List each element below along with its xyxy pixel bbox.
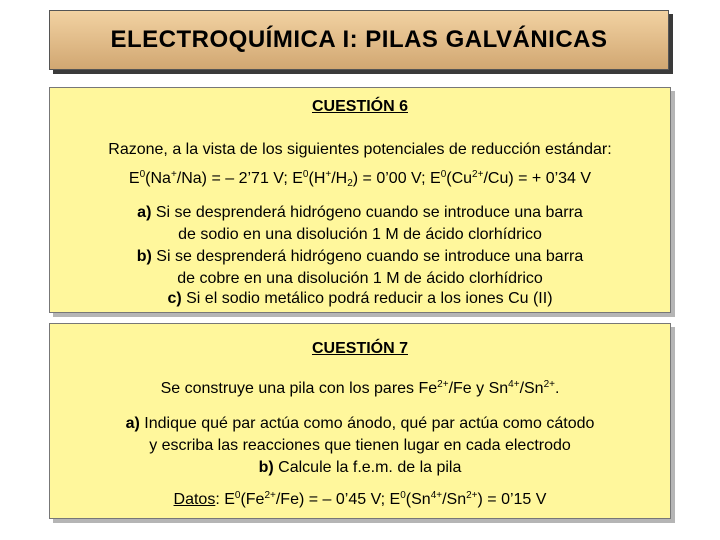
item-label: a) [137,204,152,221]
superscript: 2+ [472,169,484,180]
superscript: 0 [139,169,146,180]
data-label: Datos [173,491,216,508]
text: Calcule la f.e.m. de la pila [273,459,462,476]
question-6-item-a-line-1 [50,202,670,224]
superscript: 2+ [466,490,478,501]
text: /Cu) = + 0’34 V [483,170,592,187]
question-7-item-a-line-1 [50,413,670,435]
item-label: b) [136,248,152,265]
text: E [128,170,140,187]
superscript: 4+ [430,490,443,501]
text: : E [215,491,235,508]
superscript: + [170,169,177,180]
question-6-item-c [50,288,670,310]
text: Indique qué par actúa como ánodo, qué par actúa como cátodo [139,415,595,432]
text: (H [308,170,326,187]
text: Si se desprenderá hidrógeno cuando se introduce una barra [151,204,583,221]
superscript: 0 [234,490,241,501]
question-7-heading: CUESTIÓN 7 [311,340,408,357]
text: . [554,380,560,397]
superscript: 0 [400,490,406,501]
text: Si el sodio metálico podrá reducir a los iones Cu (II) [181,290,553,307]
question-6-intro: Razone, a la vista de los siguientes potenciales de reducción estándar: [108,141,612,158]
question-6-potentials [50,168,670,190]
item-label: c) [167,290,182,307]
text: (Cu [446,170,473,187]
superscript: 0 [302,169,309,180]
superscript: 2+ [543,379,555,390]
item-label: b) [258,459,274,476]
question-7-data [50,489,670,511]
text: (Sn [405,491,431,508]
question-6-heading: CUESTIÓN 6 [311,98,408,115]
text: Se construye una pila con los pares Fe [160,380,438,397]
superscript: 2+ [264,490,276,501]
question-6-item-a-line-2: de sodio en una disolución 1 M de ácido clorhídrico [178,226,542,243]
text: Si se desprenderá hidrógeno cuando se introduce una barra [151,248,584,265]
superscript: 2+ [437,379,449,390]
question-6-panel [49,87,671,313]
superscript: 0 [440,169,447,180]
text: (Fe [240,491,265,508]
text: /H [331,170,348,187]
text: ) = 0’00 V; E [352,170,441,187]
question-7-item-a-line-2: y escriba las reacciones que tienen lugar en cada electrodo [149,437,571,454]
superscript: 4+ [508,379,520,390]
text: /Sn [519,380,544,397]
text: /Sn [442,491,467,508]
text: /Fe) = – 0’45 V; E [275,491,401,508]
question-6-item-b-line-1 [50,246,670,268]
page-title: ELECTROQUÍMICA I: PILAS GALVÁNICAS [49,10,669,70]
superscript: + [325,169,332,180]
question-7-item-b [50,457,670,479]
item-label: a) [125,415,140,432]
question-6-item-b-line-2: de cobre en una disolución 1 M de ácido clorhídrico [177,270,543,287]
text: /Na) = – 2’71 V; E [176,170,303,187]
subscript: 2 [347,178,353,189]
text: (Na [145,170,171,187]
text: ) = 0’15 V [477,491,547,508]
question-7-intro [50,378,670,400]
text: /Fe y Sn [448,380,509,397]
question-7-panel [49,323,671,519]
